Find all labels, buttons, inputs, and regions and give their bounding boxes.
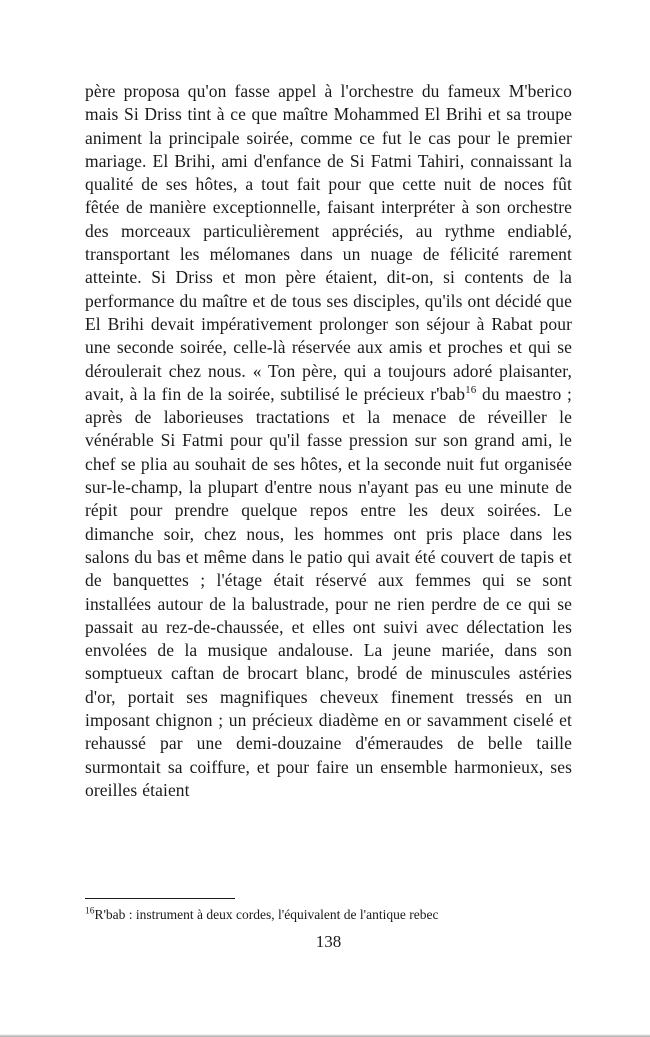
footnote-marker: 16 (85, 906, 95, 917)
text-block (85, 80, 572, 802)
footnote-separator-rule (85, 898, 235, 899)
body-text-before-footnote-ref: père proposa qu'on fasse appel à l'orchestre du fameux M'berico mais Si Driss tint à ce que maître Mohammed El Brihi et sa troupe animent la principale soirée, comme ce fut le cas pour le premier mariage. El Brihi, ami d'enfance de Si Fatmi Tahiri, connaissant la qualité de ses hôtes, a tout fait pour que cette nuit de noces fût fêtée de manière exceptionnelle, faisant interpréter à son orchestre des morceaux particulièrement appréciés, au rythme endiablé, transportant les mélomanes dans un nuage de félicité rarement atteinte. Si Driss et mon père étaient, dit-on, si contents de la performance du maître et de tous ses disciples, qu'ils ont décidé que El Brihi devait impérativement prolonger son séjour à Rabat pour une seconde soirée, celle-là réservée aux amis et proches et qui se déroulerait chez nous. « Ton père, qui a toujours adoré plaisanter, avait, à la fin de la soirée, subtilisé le précieux r'bab (85, 81, 572, 404)
footnote-area (85, 898, 572, 923)
footnote-reference-superscript: 16 (465, 384, 477, 397)
body-paragraph (85, 80, 572, 802)
footnote-text: R'bab : instrument à deux cordes, l'équivalent de l'antique rebec (94, 907, 439, 922)
page-number: 138 (315, 932, 342, 951)
body-text-after-footnote-ref: du maestro ; après de laborieuses tractations et la menace de réveiller le vénérable Si Fatmi pour qu'il fasse pression sur son grand ami, le chef se plia au souhait de ses hôtes, et la seconde nuit fut organisée sur-le-champ, la plupart d'entre nous n'ayant pas eu une minute de répit pour prendre quelque repos entre les deux soirées. Le dimanche soir, chez nous, les hommes ont pris place dans les salons du bas et même dans le patio qui avait été couvert de tapis et de banquettes ; l'étage était réservé aux femmes qui se sont installées autour de la balustrade, pour ne rien perdre de ce qui se passait au rez-de-chaussée, et elles ont suivi avec délectation les envolées de la musique andalouse. La jeune mariée, dans son somptueux caftan de brocart blanc, brodé de minuscules astéries d'or, portait ses magnifiques cheveux finement tressés en un imposant chignon ; un précieux diadème en or savamment ciselé et rehaussé par une demi-douzaine d'émeraudes de belle taille surmontait sa coiffure, et pour faire un ensemble harmonieux, ses oreilles étaient (85, 383, 572, 800)
footnote (85, 906, 572, 923)
